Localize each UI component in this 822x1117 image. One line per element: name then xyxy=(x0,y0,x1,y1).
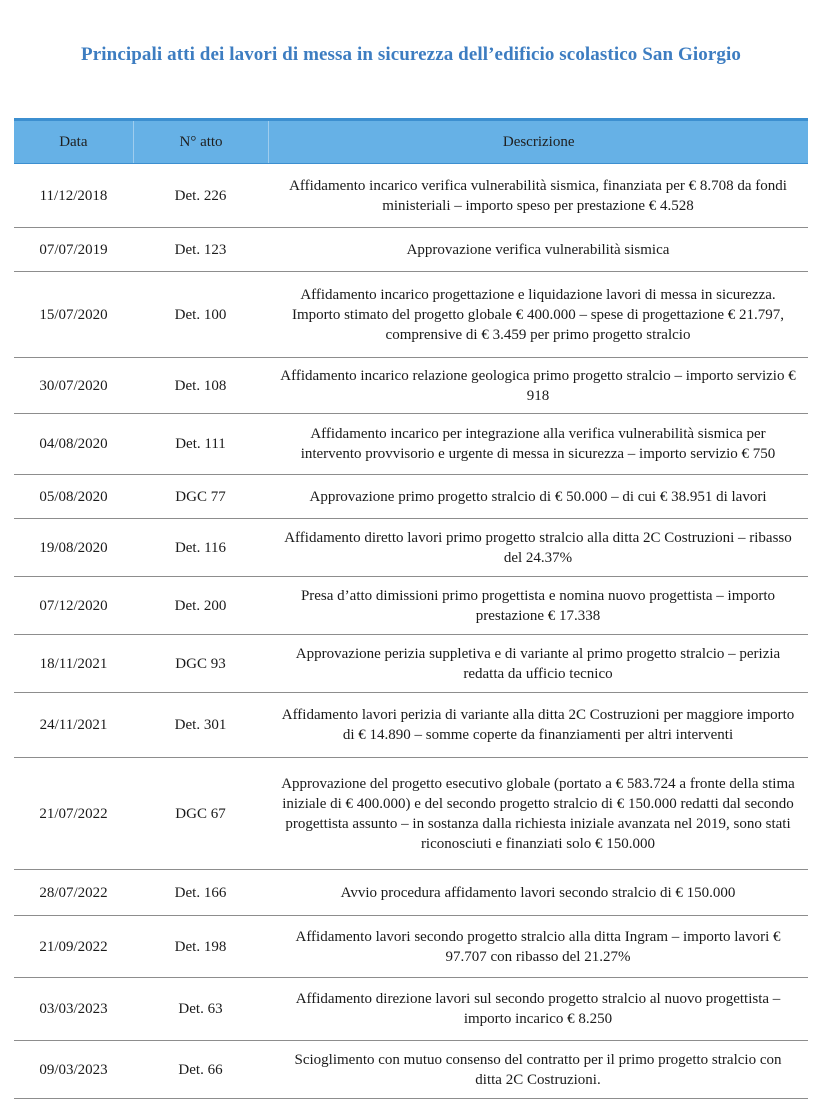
cell-descrizione: Presa d’atto dimissioni primo progettista e nomina nuovo progettista – importo prestazione € 17.338 xyxy=(300,587,776,624)
table-row xyxy=(14,693,808,758)
cell-descrizione: Affidamento lavori secondo progetto stralcio alla ditta Ingram – importo lavori € 97.707 con ribasso del 21.27% xyxy=(295,928,781,965)
table-row xyxy=(14,358,808,414)
acts-table xyxy=(14,118,808,1099)
cell-data: 30/07/2020 xyxy=(39,377,108,394)
cell-atto: Det. 100 xyxy=(174,306,227,323)
cell-descrizione: Approvazione primo progetto stralcio di € 50.000 – di cui € 38.951 di lavori xyxy=(309,488,767,505)
cell-descrizione: Affidamento incarico progettazione e liquidazione lavori di messa in sicurezza. Importo stimato del progetto globale € 400.000 – spese di progettazione € 21.797, comprensive di € 3.459 per primo progetto stralcio xyxy=(292,286,784,343)
cell-data: 05/08/2020 xyxy=(39,488,108,505)
header-descrizione: Descrizione xyxy=(502,133,575,150)
table-row xyxy=(14,272,808,358)
cell-atto: Det. 301 xyxy=(174,717,227,733)
cell-data: 21/09/2022 xyxy=(39,938,108,955)
table-row xyxy=(14,1041,808,1099)
cell-atto: Det. 108 xyxy=(174,377,227,394)
cell-data: 15/07/2020 xyxy=(39,306,108,323)
table-row xyxy=(14,228,808,272)
cell-atto: Det. 63 xyxy=(178,1001,223,1017)
cell-descrizione: Affidamento lavori perizia di variante alla ditta 2C Costruzioni per maggiore importo di € 14.890 – somme coperte da finanziamenti per altri interventi xyxy=(281,707,795,743)
cell-atto: Det. 123 xyxy=(174,241,227,258)
table-row xyxy=(14,916,808,978)
cell-data: 07/12/2020 xyxy=(39,597,108,614)
cell-descrizione: Scioglimento con mutuo consenso del contratto per il primo progetto stralcio con ditta 2C Costruzioni. xyxy=(294,1051,782,1088)
cell-descrizione: Affidamento incarico relazione geologica primo progetto stralcio – importo servizio € 918 xyxy=(280,367,796,404)
cell-atto: Det. 200 xyxy=(174,597,227,614)
cell-atto: DGC 93 xyxy=(175,655,226,672)
cell-atto: Det. 116 xyxy=(174,539,227,556)
cell-data: 24/11/2021 xyxy=(39,717,108,733)
table-row xyxy=(14,577,808,635)
table-row xyxy=(14,519,808,577)
cell-atto: DGC 67 xyxy=(175,805,226,822)
cell-atto: Det. 66 xyxy=(178,1061,223,1078)
cell-descrizione: Approvazione perizia suppletiva e di variante al primo progetto stralcio – perizia redatta da ufficio tecnico xyxy=(295,645,781,682)
cell-atto: Det. 226 xyxy=(174,187,227,204)
cell-atto: Det. 111 xyxy=(175,436,226,452)
cell-descrizione: Affidamento incarico per integrazione alla verifica vulnerabilità sismica per intervento provvisorio e urgente di messa in sicurezza – importo servizio € 750 xyxy=(300,426,776,462)
table-row xyxy=(14,164,808,228)
cell-atto: Det. 166 xyxy=(174,884,227,901)
cell-data: 07/07/2019 xyxy=(39,241,108,258)
table-row xyxy=(14,414,808,475)
cell-descrizione: Approvazione del progetto esecutivo globale (portato a € 583.724 a fronte della stima iniziale di € 400.000) e del secondo progetto stralcio di € 150.000 redatti dal secondo progettista assunto – in sostanza dalla richiesta iniziale avanzata nel 2019, sono stati riconosciuti e finanziati solo € 150.000 xyxy=(281,775,795,852)
cell-data: 09/03/2023 xyxy=(39,1061,108,1078)
table-row xyxy=(14,758,808,870)
cell-data: 19/08/2020 xyxy=(39,539,108,556)
table-row xyxy=(14,635,808,693)
cell-descrizione: Affidamento diretto lavori primo progetto stralcio alla ditta 2C Costruzioni – ribasso del 24.37% xyxy=(284,529,792,566)
cell-data: 21/07/2022 xyxy=(39,805,108,822)
header-atto: N° atto xyxy=(134,121,270,163)
cell-data: 04/08/2020 xyxy=(39,436,108,452)
cell-descrizione: Approvazione verifica vulnerabilità sismica xyxy=(406,241,670,258)
table-row xyxy=(14,870,808,916)
table-row xyxy=(14,475,808,519)
cell-atto: DGC 77 xyxy=(175,488,226,505)
cell-descrizione: Affidamento direzione lavori sul secondo progetto stralcio al nuovo progettista – importo incarico € 8.250 xyxy=(295,991,781,1027)
table-row xyxy=(14,978,808,1041)
cell-data: 28/07/2022 xyxy=(39,884,108,901)
table-header xyxy=(14,118,808,164)
cell-descrizione: Avvio procedura affidamento lavori secondo stralcio di € 150.000 xyxy=(340,884,736,901)
header-data: Data xyxy=(14,121,134,163)
cell-data: 18/11/2021 xyxy=(39,655,108,672)
cell-data: 11/12/2018 xyxy=(39,187,108,204)
cell-atto: Det. 198 xyxy=(174,938,227,955)
cell-descrizione: Affidamento incarico verifica vulnerabilità sismica, finanziata per € 8.708 da fondi ministeriali – importo speso per prestazione € 4.528 xyxy=(289,177,787,214)
cell-data: 03/03/2023 xyxy=(39,1001,108,1017)
page-title: Principali atti dei lavori di messa in sicurezza dell’edificio scolastico San Giorgio xyxy=(81,44,741,65)
